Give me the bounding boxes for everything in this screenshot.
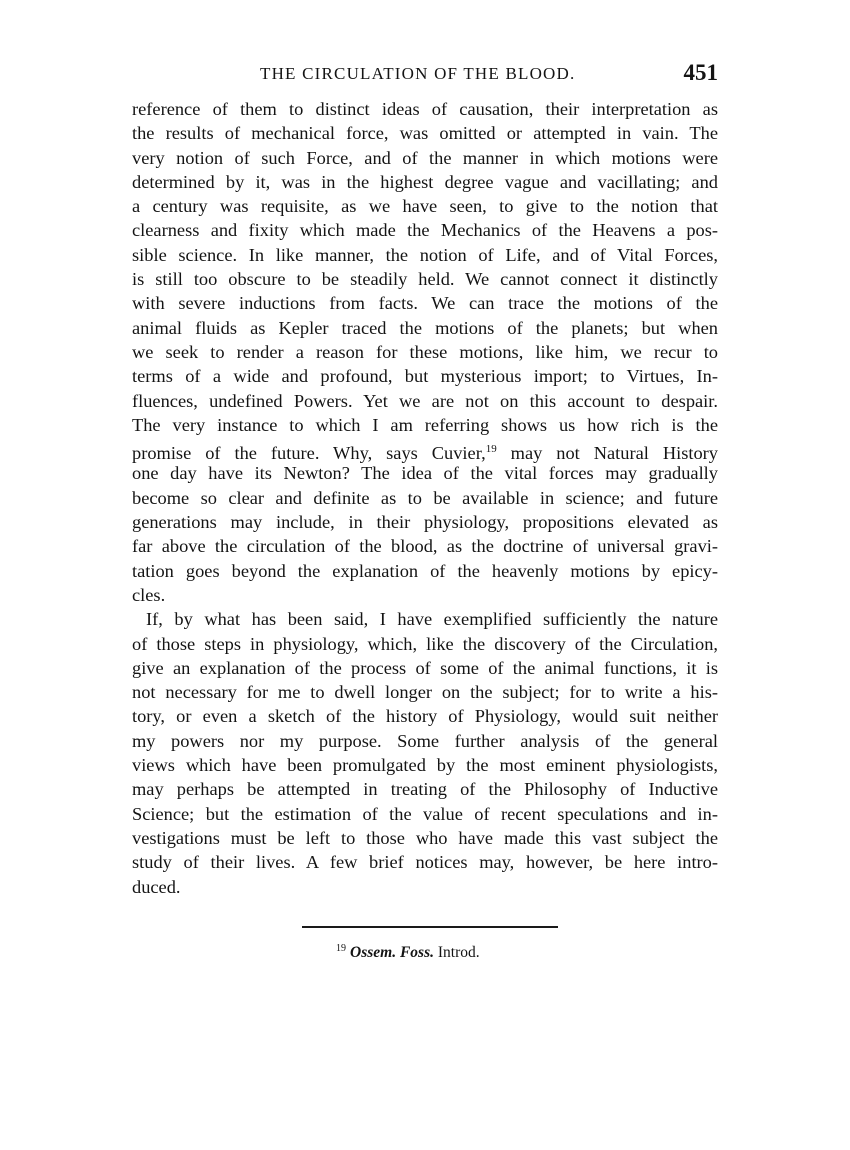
footnote bbox=[336, 943, 480, 962]
text-line: far above the circulation of the blood, as the doctrine of universal gravi- bbox=[132, 536, 718, 557]
text-line: one day have its Newton? The idea of the vital forces may gradually bbox=[132, 463, 718, 484]
text-line: Science; but the estimation of the value of recent speculations and in- bbox=[132, 803, 718, 824]
footnote-divider bbox=[302, 926, 558, 928]
text-line: the results of mechanical force, was omitted or attempted in vain. The bbox=[132, 123, 718, 144]
footnote-text: Introd. bbox=[433, 944, 480, 961]
text-line: clearness and fixity which made the Mechanics of the Heavens a pos- bbox=[132, 220, 718, 241]
text-line: sible science. In like manner, the notion of Life, and of Vital Forces, bbox=[132, 244, 718, 265]
running-title: THE CIRCULATION OF THE BLOOD. bbox=[260, 64, 576, 83]
text-segment: promise of the future. Why, says Cuvier, bbox=[132, 443, 486, 464]
text-line: of those steps in physiology, which, like the discovery of the Circulation, bbox=[132, 633, 718, 654]
text-line: not necessary for me to dwell longer on the subject; for to write a his- bbox=[132, 682, 718, 703]
body-text bbox=[132, 97, 718, 899]
text-line: vestigations must be left to those who have made this vast subject the bbox=[132, 827, 718, 848]
text-line: animal fluids as Kepler traced the motions of the planets; but when bbox=[132, 317, 718, 338]
text-line: tation goes beyond the explanation of the heavenly motions by epicy- bbox=[132, 560, 718, 581]
text-line-with-footnote-ref bbox=[132, 437, 718, 464]
footnote-mark: 19 bbox=[336, 943, 346, 954]
footnote-reference[interactable]: 19 bbox=[485, 443, 497, 456]
text-segment: may not Natural History bbox=[496, 443, 718, 464]
text-line: is still too obscure to be steadily held. We cannot connect it distinctly bbox=[132, 269, 718, 290]
text-line: may perhaps be attempted in treating of the Philosophy of Inductive bbox=[132, 779, 718, 800]
text-line: generations may include, in their physiology, propositions elevated as bbox=[132, 512, 718, 533]
text-line: very notion of such Force, and of the manner in which motions were bbox=[132, 147, 718, 168]
text-line: tory, or even a sketch of the history of Physiology, would suit neither bbox=[132, 706, 718, 727]
paragraph-first-line: If, by what has been said, I have exemplified sufficiently the nature bbox=[146, 609, 718, 630]
text-line: reference of them to distinct ideas of causation, their interpretation as bbox=[132, 99, 718, 119]
footnote-source-title: Ossem. Foss. bbox=[350, 944, 434, 961]
text-line: give an explanation of the process of some of the animal functions, it is bbox=[132, 657, 718, 678]
text-line: we seek to render a reason for these motions, like him, we recur to bbox=[132, 341, 718, 362]
running-head bbox=[132, 60, 718, 90]
text-line: terms of a wide and profound, but mysterious import; to Virtues, In- bbox=[132, 366, 718, 387]
text-line: study of their lives. A few brief notices may, however, be here intro- bbox=[132, 852, 718, 873]
text-line: The very instance to which I am referring shows us how rich is the bbox=[132, 414, 718, 435]
text-line: become so clear and definite as to be available in science; and future bbox=[132, 487, 718, 508]
page-number: 451 bbox=[683, 60, 718, 85]
text-line: determined by it, was in the highest degree vague and vacillating; and bbox=[132, 171, 718, 192]
text-line: views which have been promulgated by the most eminent physiologists, bbox=[132, 755, 718, 776]
text-line: a century was requisite, as we have seen, to give to the notion that bbox=[132, 196, 718, 217]
text-line: fluences, undefined Powers. Yet we are not on this account to despair. bbox=[132, 390, 718, 411]
text-line: cles. bbox=[132, 584, 166, 605]
text-line: duced. bbox=[132, 876, 181, 897]
text-line: my powers nor my purpose. Some further analysis of the general bbox=[132, 730, 718, 751]
text-line: with severe inductions from facts. We can trace the motions of the bbox=[132, 293, 718, 314]
